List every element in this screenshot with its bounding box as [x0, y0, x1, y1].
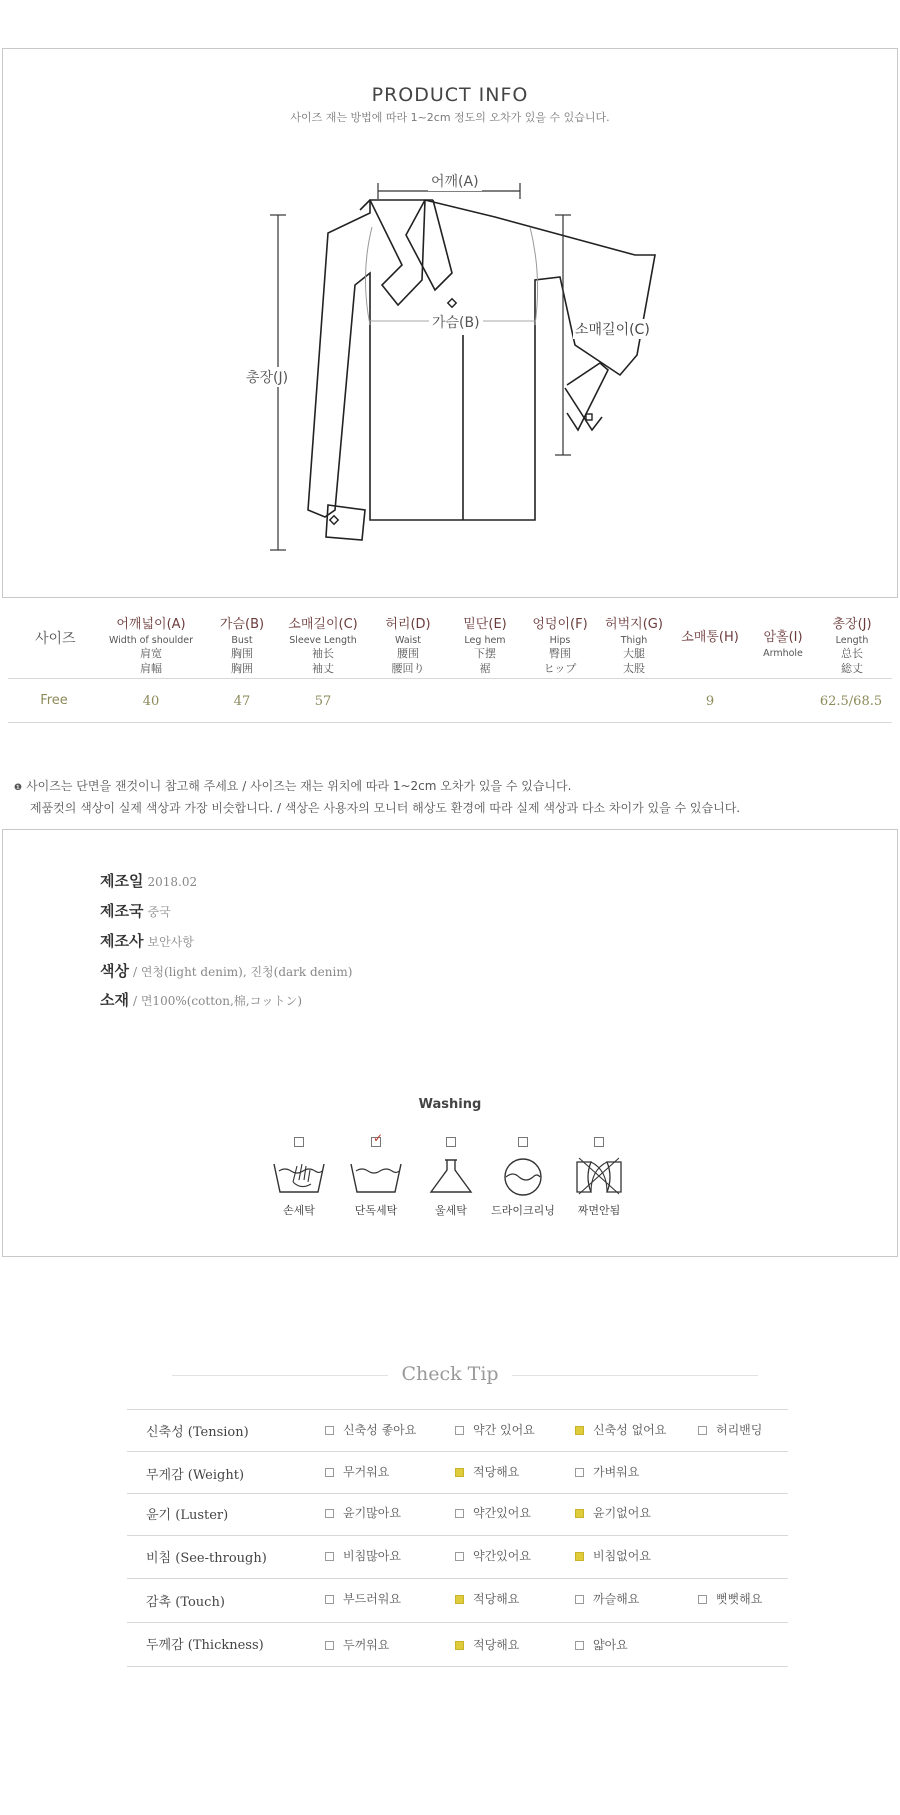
size-header: 밑단(E) Leg hem 下摆 裾: [463, 617, 507, 675]
detail-row: 색상 / 연청(light denim), 진청(dark denim): [100, 962, 353, 980]
checkbox-checked-icon: ✓: [373, 1130, 384, 1145]
check-tip-option: 약간있어요: [455, 1504, 531, 1521]
product-info-subtitle: 사이즈 재는 방법에 따라 1~2cm 정도의 오차가 있을 수 있습니다.: [290, 111, 610, 124]
wash-item-wool: 울세탁: [411, 1131, 491, 1221]
table-divider: [8, 722, 892, 723]
check-tip-option: 가벼워요: [575, 1463, 639, 1480]
size-header: 허벅지(G) Thigh 大腿 太股: [605, 617, 663, 675]
check-tip-option: 신축성 좋아요: [325, 1421, 416, 1438]
size-header: 총장(J) Length 总长 総丈: [832, 617, 872, 675]
size-header: 허리(D) Waist 腰围 腰回り: [385, 617, 431, 675]
wash-item-hand: 손세탁: [259, 1131, 339, 1221]
check-tip-divider: [127, 1578, 788, 1579]
notice-line-1: 사이즈는 단면을 잰것이니 참고해 주세요 / 사이즈는 재는 위치에 따라 1~2cm 오차가 있을 수 있습니다.: [26, 779, 572, 793]
size-column-label: 사이즈: [35, 631, 76, 647]
check-tip-option: 까슬해요: [575, 1590, 639, 1607]
check-tip-option: 신축성 없어요: [575, 1421, 666, 1438]
sleeve-measure-label: 소매길이(C): [573, 319, 652, 339]
shoulder-measure-label: 어깨(A): [428, 171, 482, 191]
check-tip-option: 적당해요: [455, 1590, 519, 1607]
check-tip-option: 적당해요: [455, 1636, 519, 1653]
check-tip-divider: [127, 1493, 788, 1494]
size-header: 가슴(B) Bust 胸围 胸囲: [219, 617, 265, 675]
size-header: 소매통(H): [681, 630, 739, 645]
check-tip-row-label: 비침 (See-through): [146, 1551, 267, 1566]
check-tip-divider: [127, 1666, 788, 1667]
check-tip-option: 허리밴딩: [698, 1421, 762, 1438]
size-table: [0, 598, 900, 728]
table-cell: 47: [233, 694, 251, 709]
check-tip-row-label: 무게감 (Weight): [146, 1468, 245, 1483]
check-tip-divider: [127, 1451, 788, 1452]
check-tip-option: 윤기없어요: [575, 1504, 651, 1521]
detail-row: 제조일 2018.02: [100, 872, 198, 890]
check-tip-option: 부드러워요: [325, 1590, 401, 1607]
wash-item-machine: ✓ 단독세탁: [336, 1131, 416, 1221]
table-cell: 57: [314, 694, 332, 709]
size-value: Free: [40, 693, 68, 708]
detail-row: 소재 / 면100%(cotton,棉,コットン): [100, 991, 303, 1009]
bust-measure-label: 가슴(B): [429, 312, 483, 332]
check-tip-title: Check Tip: [401, 1363, 499, 1385]
wool-wash-icon: [423, 1156, 479, 1196]
checkbox-icon: [594, 1137, 604, 1147]
dry-clean-icon: [495, 1156, 551, 1196]
check-tip-row-label: 신축성 (Tension): [146, 1425, 249, 1440]
size-notice: [14, 776, 740, 818]
size-header: 암홀(I) Armhole: [763, 630, 803, 659]
shirt-diagram: [230, 165, 670, 555]
check-tip-row-label: 감촉 (Touch): [146, 1595, 225, 1610]
check-tip-divider: [127, 1409, 788, 1410]
wash-item-nowring: 짜면안됨: [559, 1131, 639, 1221]
checkbox-icon: [446, 1137, 456, 1147]
no-wring-icon: [571, 1156, 627, 1196]
product-info-title: PRODUCT INFO: [371, 84, 529, 106]
check-tip-option: 얇아요: [575, 1636, 628, 1653]
check-tip-option: 비침없어요: [575, 1547, 651, 1564]
notice-line-2: 제품컷의 색상이 실제 색상과 가장 비슷합니다. / 색상은 사용자의 모니터 해상도 환경에 따라 실제 색상과 다소 차이가 있을 수 있습니다.: [30, 801, 741, 815]
table-cell: 9: [705, 694, 715, 709]
check-tip-row-label: 두께감 (Thickness): [146, 1638, 264, 1653]
size-header: 엉덩이(F) Hips 臀围 ヒップ: [532, 617, 588, 675]
check-tip-row-label: 윤기 (Luster): [146, 1508, 229, 1523]
table-divider: [8, 678, 892, 679]
table-cell: 40: [142, 694, 160, 709]
check-tip-option: 약간 있어요: [455, 1421, 535, 1438]
check-tip-divider: [127, 1535, 788, 1536]
check-tip-option: 윤기많아요: [325, 1504, 401, 1521]
table-cell: 62.5/68.5: [819, 694, 883, 709]
check-tip-option: 약간있어요: [455, 1547, 531, 1564]
washing-title: Washing: [418, 1097, 482, 1112]
length-measure-label: 총장(J): [243, 367, 291, 387]
checkbox-icon: [294, 1137, 304, 1147]
check-tip-option: 적당해요: [455, 1463, 519, 1480]
checkbox-icon: [518, 1137, 528, 1147]
detail-row: 제조국 중국: [100, 902, 171, 920]
check-tip-option: 무거워요: [325, 1463, 389, 1480]
check-tip-divider: [127, 1622, 788, 1623]
check-tip-option: 비침많아요: [325, 1547, 401, 1564]
size-header: 소매길이(C) Sleeve Length 袖长 袖丈: [288, 617, 358, 675]
info-icon: ❶: [14, 783, 23, 793]
check-tip-option: 두꺼워요: [325, 1636, 389, 1653]
machine-wash-icon: [348, 1156, 404, 1196]
wash-item-dry: 드라이크리닝: [483, 1131, 563, 1221]
check-tip-option: 뻣뻣해요: [698, 1590, 762, 1607]
hand-wash-icon: [271, 1156, 327, 1196]
size-header: 어깨넓이(A) Width of shoulder 肩宽 肩幅: [108, 617, 194, 675]
detail-row: 제조사 보안사항: [100, 932, 194, 950]
